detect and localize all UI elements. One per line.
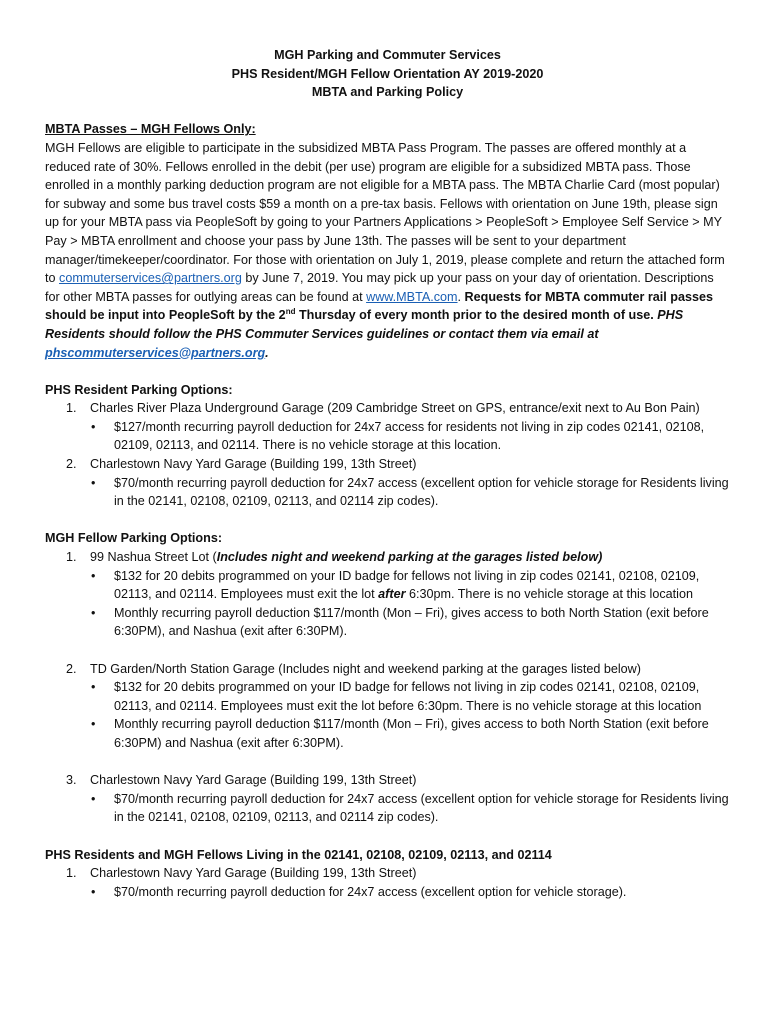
phs-residents-note: PHS Residents should follow the PHS Commuter Services guidelines or contact them via email at phscommuterservices@partners.org.	[45, 308, 684, 360]
list-item: 2. TD Garden/North Station Garage (Includes night and weekend parking at the garages listed below)	[66, 661, 641, 676]
resident-list	[45, 399, 730, 511]
bullet-item: • $127/month recurring payroll deduction for 24x7 access for residents not living in zip codes 02141, 02108, 02109, 02113, and 02114. There is no vehicle storage at this location.	[91, 419, 705, 453]
fellow-list	[45, 548, 730, 827]
mbta-heading: MBTA Passes – MGH Fellows Only:	[45, 122, 256, 137]
resident-parking-heading: PHS Resident Parking Options:	[45, 382, 233, 397]
mbta-body-3: .	[457, 289, 465, 304]
bullet-item: • $70/month recurring payroll deduction for 24x7 access (excellent option for vehicle storage).	[91, 884, 627, 899]
mbta-body-1: MGH Fellows are eligible to participate in the subsidized MBTA Pass Program. The passes are offered monthly at a reduced rate of 30%. Fellows enrolled in the debit (per use) program are eligible for a subsidized MBTA pass. Those enrolled in a monthly parking deduction program are not eligible for a MBTA pass. The MBTA Charlie Card (most popular) for subway and some bus travel costs $59 a month on a pre-tax basis. Fellows with orientation on June 19th, please sign up for your MBTA pass via PeopleSoft by going to your Partners Applications > PeopleSoft > Employee Self Service > MY Pay > MBTA enrollment and choose your pass by June 13th. The passes will be sent to your department manager/timekeeper/coordinator. For those with orientation on July 1, 2019, please complete and return the attached form to	[45, 140, 725, 286]
doc-title-policy: MBTA and Parking Policy	[311, 85, 464, 100]
mbta-body-2: by June 7, 2019. You may pick up your pass on your day of orientation. Descriptions for other MBTA passes for outlying areas can be found at	[45, 271, 714, 304]
bullet-item: • $70/month recurring payroll deduction for 24x7 access (excellent option for vehicle storage for Residents living in the 02141, 02108, 02109, 02113, and 02114 zip codes).	[91, 791, 729, 825]
list-item: 1. Charles River Plaza Underground Garage (209 Cambridge Street on GPS, entrance/exit next to Au Bon Pain)	[66, 401, 700, 416]
zip-code-list	[45, 864, 730, 901]
bullet-item: • Monthly recurring payroll deduction $117/month (Mon – Fri), gives access to both North Station (exit before 6:30PM) and Nashua (exit after 6:30PM).	[91, 717, 709, 750]
bullet-item: • Monthly recurring payroll deduction $117/month (Mon – Fri), gives access to both North Station (exit before 6:30PM), and Nashua (exit after 6:30PM).	[91, 605, 709, 639]
list-item: 1. 99 Nashua Street Lot (Includes night and weekend parking at the garages listed below)	[66, 550, 603, 565]
bullet-item: • $70/month recurring payroll deduction for 24x7 access (excellent option for vehicle storage for Residents living in the 02141, 02108, 02109, 02113, and 02114 zip codes).	[91, 475, 729, 509]
doc-title-org: MGH Parking and Commuter Services	[274, 48, 501, 62]
list-item: 2. Charlestown Navy Yard Garage (Building 199, 13th Street)	[66, 457, 417, 472]
fellow-parking-heading: MGH Fellow Parking Options:	[45, 531, 223, 546]
mbta-paragraph	[45, 139, 730, 362]
list-item: 3. Charlestown Navy Yard Garage (Building 199, 13th Street)	[66, 773, 417, 788]
bullet-item: • $132 for 20 debits programmed on your ID badge for fellows not living in zip codes 02141, 02108, 02109, 02113, and 02114. Employees must exit the lot after 6:30pm. There is no vehicle storage at this location	[91, 568, 700, 602]
commuter-rail-note: Requests for MBTA commuter rail passes should be input into PeopleSoft by the 2nd Thursday of every month prior to the desired month of use. PHS Residents should follow the PHS Commuter Services guidelines or contact them via email at phscommuterservices@partners.org.	[45, 289, 713, 360]
document-page	[45, 46, 730, 901]
bullet-item: • $132 for 20 debits programmed on your ID badge for fellows not living in zip codes 02141, 02108, 02109, 02113, and 02114. Employees must exit the lot before 6:30pm. There is no vehicle storage at this location	[91, 680, 702, 713]
mbta-website-link[interactable]: www.MBTA.com	[366, 289, 458, 304]
zip-code-parking-heading: PHS Residents and MGH Fellows Living in the 02141, 02108, 02109, 02113, and 02114	[45, 847, 552, 862]
commuter-email-link[interactable]: commuterservices@partners.org	[59, 271, 242, 286]
list-item: 1. Charlestown Navy Yard Garage (Building 199, 13th Street)	[66, 866, 417, 881]
doc-title-event: PHS Resident/MGH Fellow Orientation AY 2019-2020	[231, 66, 544, 81]
phs-commuter-email-link[interactable]: phscommuterservices@partners.org	[45, 345, 266, 360]
